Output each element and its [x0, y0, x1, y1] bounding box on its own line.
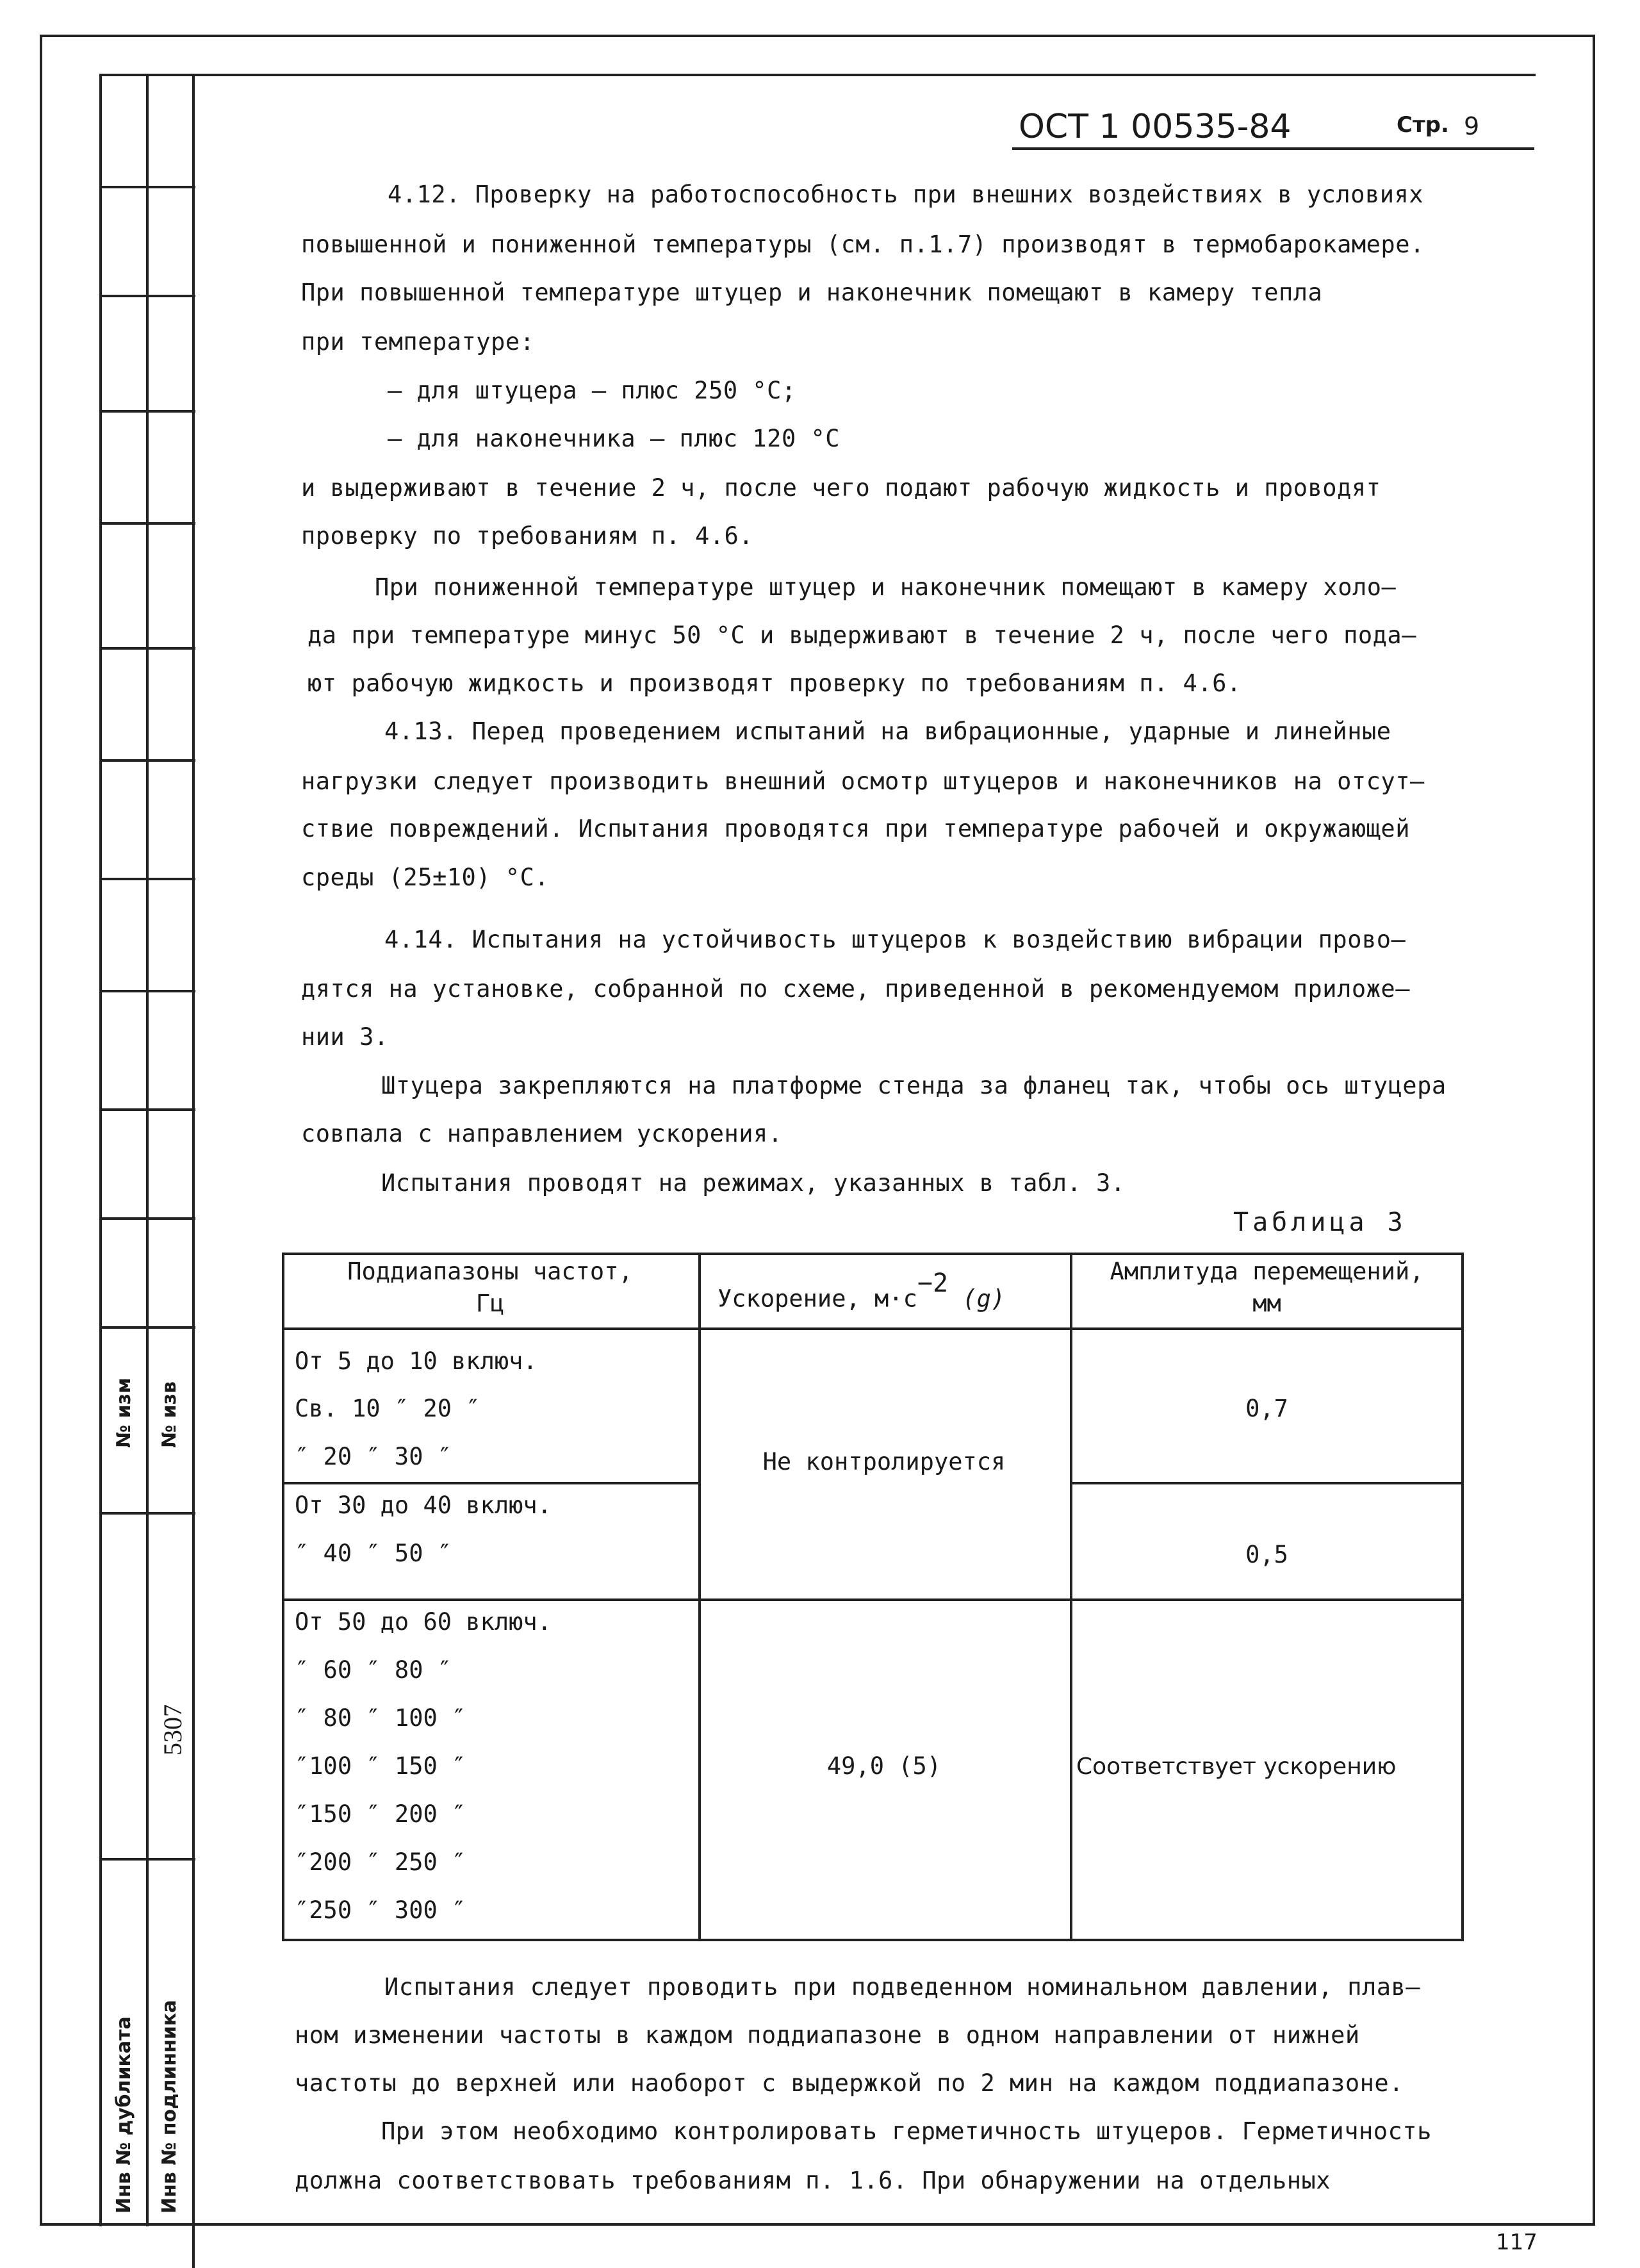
sidebar-rule-10 — [99, 1217, 195, 1220]
table-border-group1-amp — [1070, 1482, 1464, 1484]
text-line: ют рабочую жидкость и производят проверку по требованиям п. 4.6. — [308, 670, 1242, 697]
table-border-group1 — [282, 1482, 698, 1484]
table-row: ″200 ″ 250 ″ — [295, 1848, 466, 1876]
text-line: и выдерживают в течение 2 ч, после чего подают рабочую жидкость и проводят — [301, 474, 1381, 502]
text-line: нии 3. — [301, 1023, 389, 1051]
text-line: При повышенной температуре штуцер и наконечник помещают в камеру тепла — [301, 279, 1323, 306]
text-line: Испытания следует проводить при подведенном номинальном давлении, плав– — [384, 1973, 1421, 2001]
sidebar-no-izm: № изм — [113, 1377, 135, 1448]
sidebar-rule-3 — [99, 410, 195, 413]
sidebar-rule-1 — [99, 186, 195, 188]
table-row: От 30 до 40 включ. — [295, 1491, 552, 1519]
header-acceleration-label: Ускорение, м·с — [718, 1285, 917, 1313]
text-line: должна соответствовать требованиям п. 1.6. При обнаружении на отдельных — [295, 2167, 1331, 2194]
sidebar-rule-2 — [99, 295, 195, 297]
amplitude-group2: 0,5 — [1245, 1541, 1288, 1568]
table-row: ″250 ″ 300 ″ — [295, 1896, 466, 1924]
sidebar-no-izv: № изв — [158, 1381, 181, 1448]
text-line: Штуцера закрепляются на платформе стенда за фланец так, чтобы ось штуцера — [381, 1072, 1447, 1099]
sidebar-col-line-2 — [146, 74, 149, 2226]
text-line: при температуре: — [301, 328, 535, 356]
sidebar-rule-12 — [99, 1512, 195, 1515]
table-border-left — [282, 1253, 284, 1941]
header-frequency-unit: Гц — [475, 1290, 505, 1317]
text-line: – для штуцера – плюс 250 °С; — [388, 377, 796, 404]
table-row: ″ 80 ″ 100 ″ — [295, 1704, 466, 1732]
text-line: повышенной и пониженной температуры (см. п.1.7) производят в термобарокамере. — [301, 231, 1425, 258]
sidebar-rule-14 — [99, 2223, 195, 2226]
header-amplitude-unit: мм — [1252, 1290, 1281, 1317]
sidebar-rule-11 — [99, 1326, 195, 1329]
table-border-header — [282, 1327, 1464, 1330]
table-row: От 5 до 10 включ. — [295, 1347, 537, 1375]
header-rule — [1012, 147, 1534, 150]
text-line: 4.13. Перед проведением испытаний на вибрационные, ударные и линейные — [384, 718, 1391, 745]
text-line: 4.14. Испытания на устойчивость штуцеров к воздействию вибрации прово– — [384, 926, 1406, 953]
page-number: 9 — [1464, 112, 1480, 140]
text-line: ном изменении частоты в каждом поддиапазоне в одном направлении от нижней — [295, 2021, 1360, 2049]
amplitude-group3: Соответствует ускорению — [1076, 1754, 1397, 1780]
text-line: совпала с направлением ускорения. — [301, 1120, 783, 1147]
table-row: ″ 40 ″ 50 ″ — [295, 1540, 452, 1567]
table-row: От 50 до 60 включ. — [295, 1608, 552, 1636]
header-acceleration — [718, 1269, 1006, 1313]
sidebar-rule-13 — [99, 1858, 195, 1861]
text-line: проверку по требованиям п. 4.6. — [301, 522, 754, 550]
sidebar-inv-podlinnika: Инв № подлинника — [158, 2000, 181, 2214]
table-row: ″150 ″ 200 ″ — [295, 1800, 466, 1828]
header-frequency: Поддиапазоны частот, — [347, 1258, 633, 1285]
sidebar-top-rule — [99, 74, 195, 76]
text-line: При пониженной температуре штуцер и наконечник помещают в камеру холо– — [375, 573, 1397, 601]
sidebar-rule-9 — [99, 1108, 195, 1111]
acceleration-group3: 49,0 (5) — [826, 1752, 942, 1780]
sidebar-rule-7 — [99, 878, 195, 880]
text-line: 4.12. Проверку на работоспособность при внешних воздействиях в условиях — [388, 181, 1424, 208]
table-border-bottom — [282, 1939, 1464, 1941]
corner-page-number: 117 — [1496, 2230, 1538, 2255]
header-acceleration-exponent: −2 — [917, 1269, 949, 1298]
table-border-right — [1461, 1253, 1464, 1941]
text-line: частоты до верхней или наоборот с выдержкой по 2 мин на каждом поддиапазоне. — [295, 2069, 1404, 2097]
text-line: среды (25±10) °С. — [301, 864, 550, 891]
sidebar-inv-dublikata: Инв № дубликата — [113, 2016, 135, 2214]
table-border-group2 — [282, 1598, 1464, 1601]
document-code: ОСТ 1 00535-84 — [1019, 108, 1292, 146]
text-line: – для наконечника – плюс 120 °С — [388, 425, 840, 452]
text-line: да при температуре минус 50 °С и выдерживают в течение 2 ч, после чего пода– — [308, 621, 1416, 649]
sidebar-col-line-1 — [99, 74, 102, 2226]
page-label: Стр. — [1397, 112, 1449, 138]
amplitude-group1: 0,7 — [1245, 1395, 1288, 1422]
sidebar-rule-8 — [99, 990, 195, 992]
table-border-col1 — [698, 1253, 701, 1941]
table-border-col2 — [1070, 1253, 1072, 1941]
header-amplitude: Амплитуда перемещений, — [1110, 1258, 1424, 1285]
text-line: ствие повреждений. Испытания проводятся при температуре рабочей и окружающей — [301, 815, 1410, 842]
text-line: нагрузки следует производить внешний осмотр штуцеров и наконечников на отсут– — [301, 768, 1425, 795]
text-line: дятся на установке, собранной по схеме, приведенной в рекомендуемом приложе– — [301, 975, 1410, 1003]
table-row: ″ 20 ″ 30 ″ — [295, 1443, 452, 1470]
sidebar-inv-number: 5307 — [158, 1704, 187, 1755]
text-line: При этом необходимо контролировать герметичность штуцеров. Герметичность — [381, 2117, 1432, 2145]
header-acceleration-g: (g) — [962, 1285, 1006, 1313]
table-row: ″ 60 ″ 80 ″ — [295, 1656, 452, 1684]
table-3 — [282, 1253, 1464, 1941]
sidebar-rule-5 — [99, 647, 195, 650]
table-caption: Таблица 3 — [1233, 1208, 1407, 1237]
sidebar-rule-6 — [99, 759, 195, 762]
text-line: Испытания проводят на режимах, указанных в табл. 3. — [381, 1169, 1126, 1197]
acceleration-not-controlled: Не контролируется — [762, 1448, 1006, 1475]
table-row: ″100 ″ 150 ″ — [295, 1752, 466, 1780]
table-border-top — [282, 1253, 1464, 1255]
table-row: Св. 10 ″ 20 ″ — [295, 1395, 480, 1422]
sidebar-rule-4 — [99, 522, 195, 525]
